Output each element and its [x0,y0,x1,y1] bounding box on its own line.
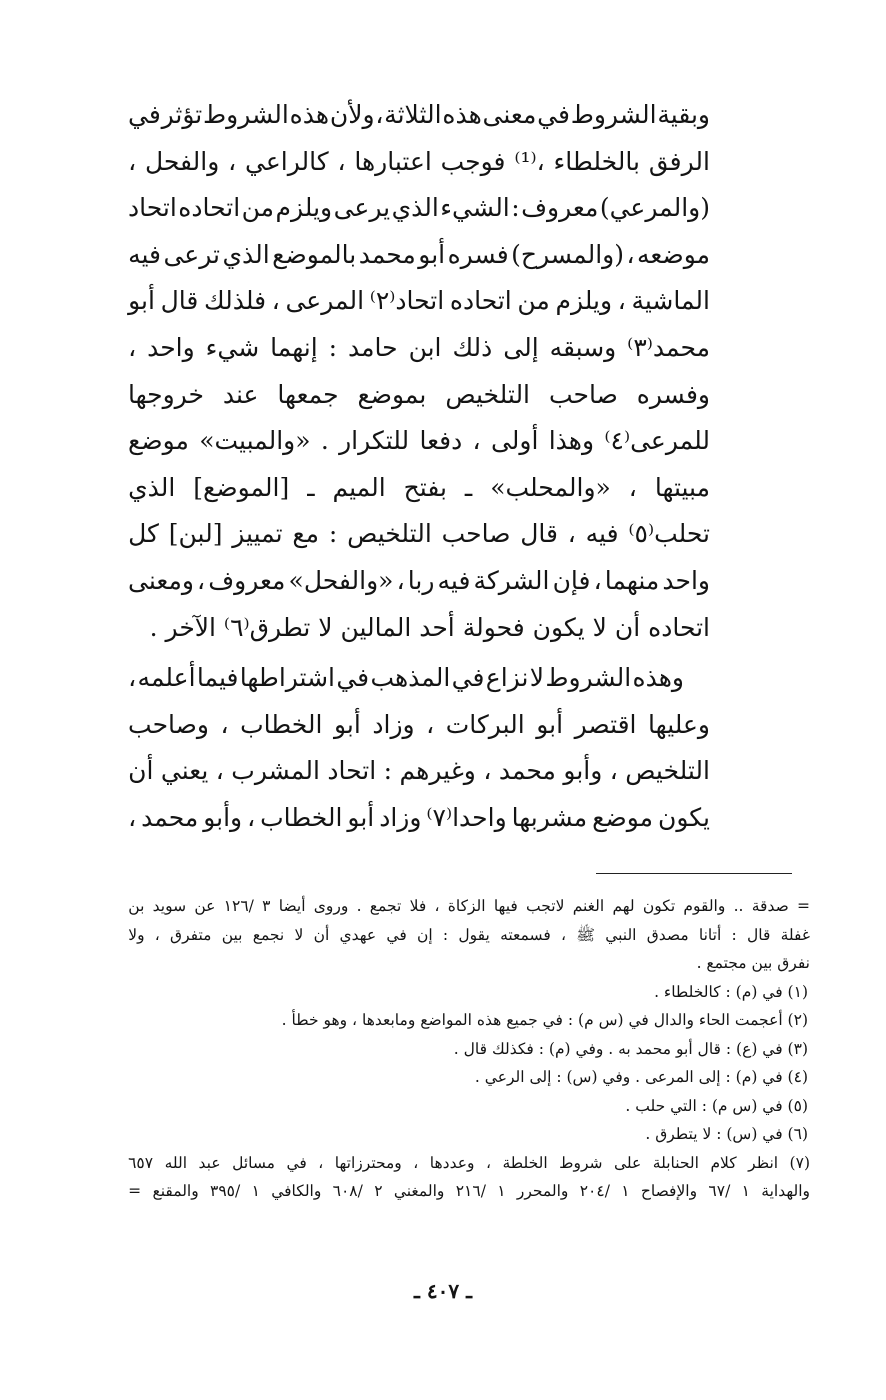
footnote-6: (٦) في (س) : لا يتطرق . [645,1125,808,1143]
text-line: اتحاده أن لا يكون فحولة أحد المالين لا تطرق⁽٦⁾ الآخر . [149,612,710,642]
footnote-3: (٣) في (ع) : قال أبو محمد به . وفي (م) : فكذلك قال . [453,1039,808,1058]
text-line: الرفق بالخلطاء ،⁽¹⁾ فوجب اعتبارها ، كالراعي ، والفحل ، [128,146,710,176]
text-line: وعليها اقتصر أبو البركات ، وزاد أبو الخطاب ، وصاحب [128,709,710,739]
text-line: يكون موضع مشربها واحدا⁽٧⁾ وزاد أبو الخطاب ، وأبو محمد ، [128,802,710,832]
paragraph-start-line: وهذه الشروط لا نزاع في المذهب في اشتراطها فيما أعلمه ، [128,663,684,693]
text-line: وفسره صاحب التلخيص بموضع جمعها عند خروجها [128,379,710,409]
footnote-7-continued: والهداية ١ /٦٧ والإفصاح ١ /٢٠٤ والمحرر ١ /٢١٦ والمغني ٢ /٦٠٨ والكافي ١ /٣٩٥ والمقنع = [128,1182,810,1200]
text-line: واحد منهما ، فإن الشركة فيه ربا ، «والفحل» معروف ، ومعنى [128,565,710,595]
footnote-continuation-line: نفرق بين مجتمع . [696,954,810,972]
footnote-4: (٤) في (م) : إلى المرعى . وفي (س) : إلى الرعي . [474,1068,808,1086]
page-number: ـ ٤٠٧ ـ [414,1279,472,1303]
footnote-continuation-line: غفلة قال : أتانا مصدق النبي ﷺ ، فسمعته يقول : إن في عهدي أن لا نجمع بين متفرق ، ولا [128,925,810,944]
text-line: التلخيص ، وأبو محمد ، وغيرهم : اتحاد المشرب ، يعني أن [128,756,710,786]
text-line: موضعه ، (والمسرح) فسره أبو محمد بالموضع الذي ترعى فيه [128,239,710,269]
text-line: محمد⁽٣⁾ وسبقه إلى ذلك ابن حامد : إنهما شيء واحد ، [128,332,710,362]
footnote-5: (٥) في (س م) : التي حلب . [625,1096,808,1115]
footnote-2: (٢) أعجمت الحاء والدال في (س م) : في جميع هذه المواضع ومابعدها ، وهو خطأ . [281,1011,808,1029]
footnotes [128,892,810,1206]
text-line: الماشية ، ويلزم من اتحاده اتحاد⁽٢⁾ المرعى ، فلذلك قال أبو [128,286,710,316]
footnote-continuation-line: = صدقة .. والقوم تكون لهم الغنم لاتجب فيها الزكاة ، فلا تجمع . وروى أيضا ٣ /١٢٦ عن سويد بن [128,897,810,915]
text-line: (والمرعي) معروف : الشيء الذي يرعى ويلزم من اتحاده اتحاد [128,193,710,223]
footnote-7: (٧) انظر كلام الحنابلة على شروط الخلطة ، وعددها ، ومحترزاتها ، في مسائل عبد الله ٦٥٧ [128,1153,810,1172]
text-line: تحلب⁽٥⁾ فيه ، قال صاحب التلخيص : مع تمييز [لبن] كل [128,519,710,549]
main-text [128,92,710,842]
text-line: مبيتها ، «والمحلب» ـ بفتح الميم ـ [الموضع] الذي [128,472,710,502]
text-line: للمرعى⁽٤⁾ وهذا أولى ، دفعا للتكرار . «والمبيت» موضع [128,426,710,456]
text-line: وبقية الشروط في معنى هذه الثلاثة ، ولأن هذه الشروط تؤثر في [128,100,710,129]
footnote-separator [596,873,792,874]
footnote-1: (١) في (م) : كالخلطاء . [654,982,808,1001]
